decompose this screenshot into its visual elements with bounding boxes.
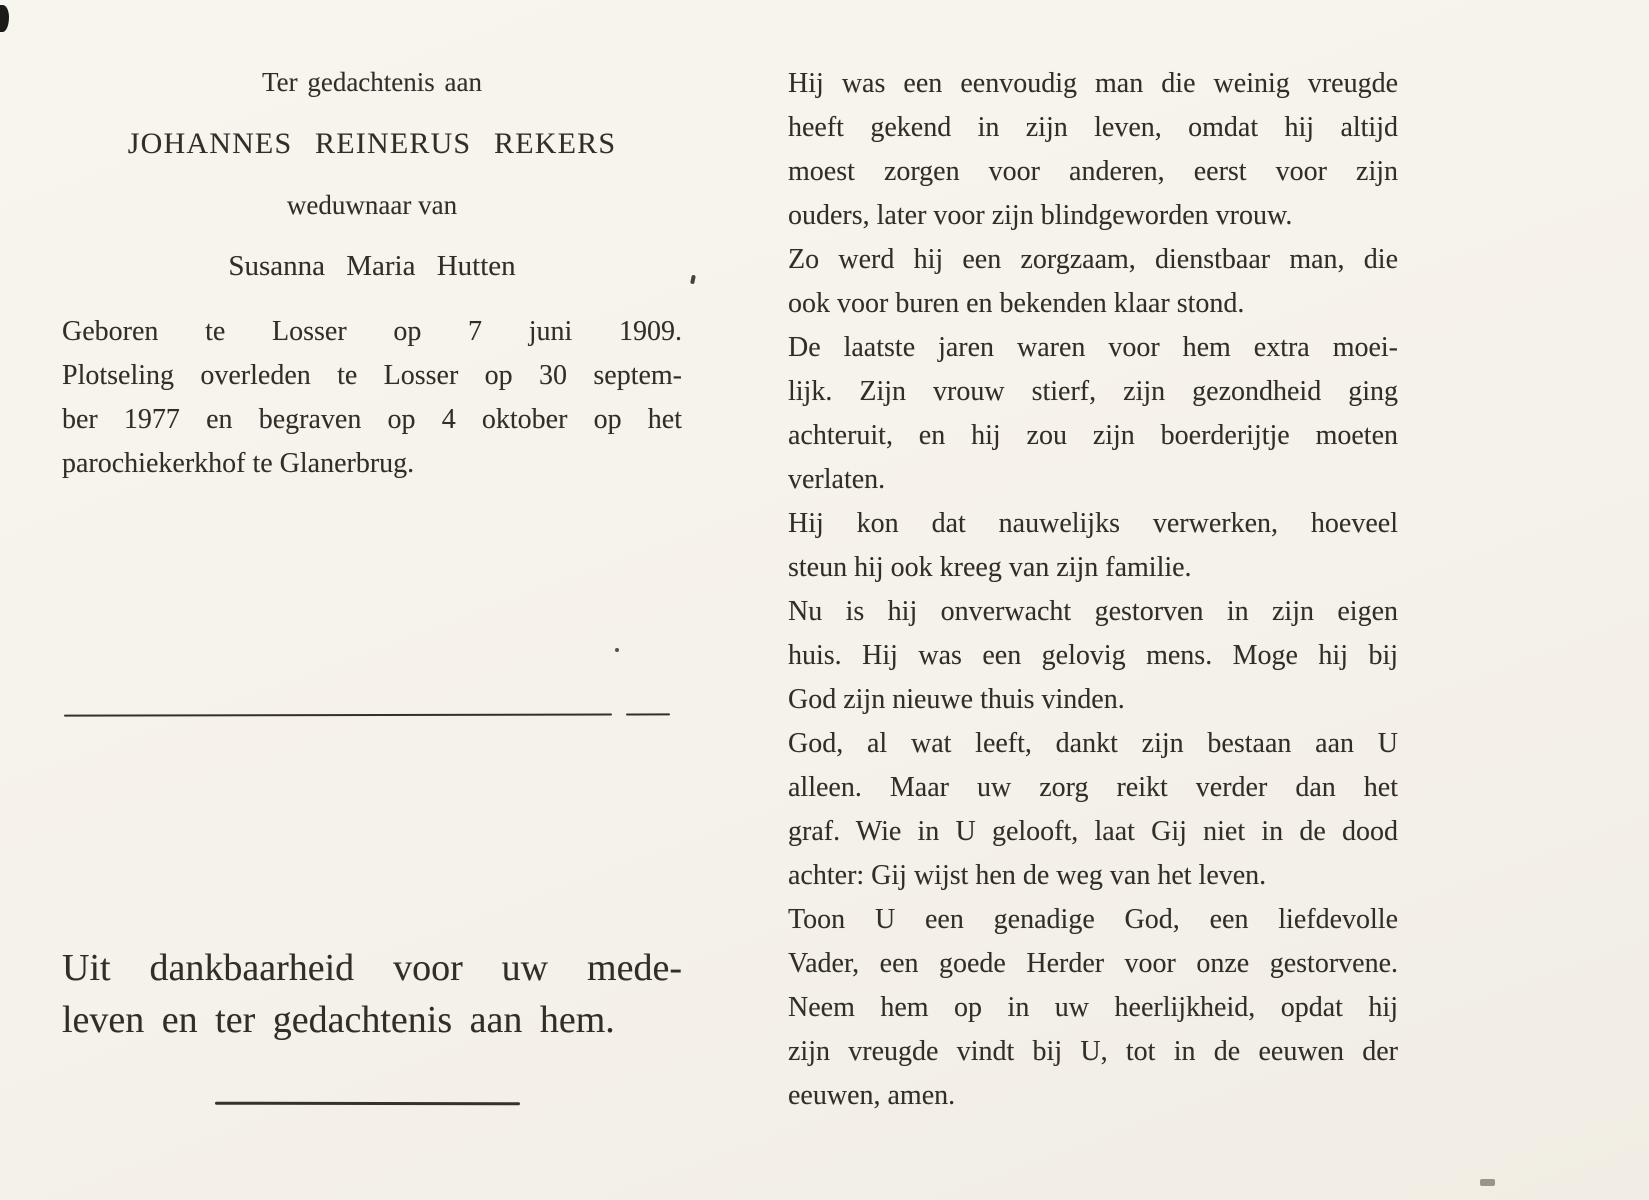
text-line: De laatste jaren waren voor hem extra moei- [788, 332, 1398, 363]
scan-artifact-apostrophe [690, 275, 696, 285]
text-line: achteruit, en hij zou zijn boerderijtje moeten [788, 420, 1398, 451]
scan-artifact-bottom [1480, 1179, 1495, 1186]
text-line: ook voor buren en bekenden klaar stond. [788, 288, 1245, 319]
text-line: verlaten. [788, 464, 886, 495]
text-line: God zijn nieuwe thuis vinden. [788, 684, 1125, 715]
text-line: Neem hem op in uw heerlijkheid, opdat hij [788, 992, 1398, 1023]
text-line: Uit dankbaarheid voor uw mede- [62, 947, 682, 989]
text-line: ber 1977 en begraven op 4 oktober op het [62, 404, 682, 435]
scan-artifact-corner [0, 5, 9, 32]
text-line: God, al wat leeft, dankt zijn bestaan aan U [788, 728, 1398, 759]
text-line: zijn vreugde vindt bij U, tot in de eeuwen der [788, 1036, 1398, 1067]
text-line: heeft gekend in zijn leven, omdat hij altijd [788, 112, 1398, 143]
divider-rule [64, 713, 682, 716]
memorial-prose [788, 58, 1398, 1118]
right-panel [788, 58, 1398, 1118]
life-dates-paragraph [62, 310, 682, 486]
scan-artifact-dot [615, 648, 619, 652]
text-line: leven en ter gedachtenis aan hem. [62, 999, 615, 1041]
text-line: steun hij ook kreeg van zijn familie. [788, 552, 1192, 583]
rule-segment-long [64, 713, 612, 716]
text-line: achter: Gij wijst hen de weg van het leven. [788, 860, 1267, 891]
relation-line: weduwnaar van [286, 190, 458, 220]
intro-line: Ter gedachtenis aan [262, 67, 482, 97]
left-panel [62, 58, 682, 1105]
text-line: ouders, later voor zijn blindgeworden vrouw. [788, 200, 1293, 231]
text-line: lijk. Zijn vrouw stierf, zijn gezondheid ging [788, 376, 1398, 407]
text-line: Zo werd hij een zorgzaam, dienstbaar man, die [788, 244, 1398, 275]
text-line: Toon U een genadige God, een liefdevolle [788, 904, 1398, 935]
text-line: Plotseling overleden te Losser op 30 septem- [62, 360, 682, 391]
text-line: huis. Hij was een gelovig mens. Moge hij bij [788, 640, 1398, 671]
text-line: graf. Wie in U gelooft, laat Gij niet in de dood [788, 816, 1398, 847]
rule-segment-short [626, 713, 670, 715]
text-line: eeuwen, amen. [788, 1080, 956, 1111]
text-line: Geboren te Losser op 7 juni 1909. [62, 316, 682, 347]
bottom-rule [215, 1102, 520, 1106]
text-line: Hij kon dat nauwelijks verwerken, hoeveel [788, 508, 1398, 539]
text-line: parochiekerkhof te Glanerbrug. [62, 448, 415, 479]
gratitude-text [62, 942, 682, 1046]
text-line: moest zorgen voor anderen, eerst voor zijn [788, 156, 1398, 187]
spouse-name: Susanna Maria Hutten [228, 250, 516, 282]
text-line: Hij was een eenvoudig man die weinig vreugde [788, 68, 1398, 99]
text-line: Vader, een goede Herder voor onze gestorvene. [788, 948, 1398, 979]
text-line: alleen. Maar uw zorg reikt verder dan het [788, 772, 1398, 803]
text-line: Nu is hij onverwacht gestorven in zijn eigen [788, 596, 1398, 627]
deceased-name: JOHANNES REINERUS REKERS [127, 127, 617, 160]
